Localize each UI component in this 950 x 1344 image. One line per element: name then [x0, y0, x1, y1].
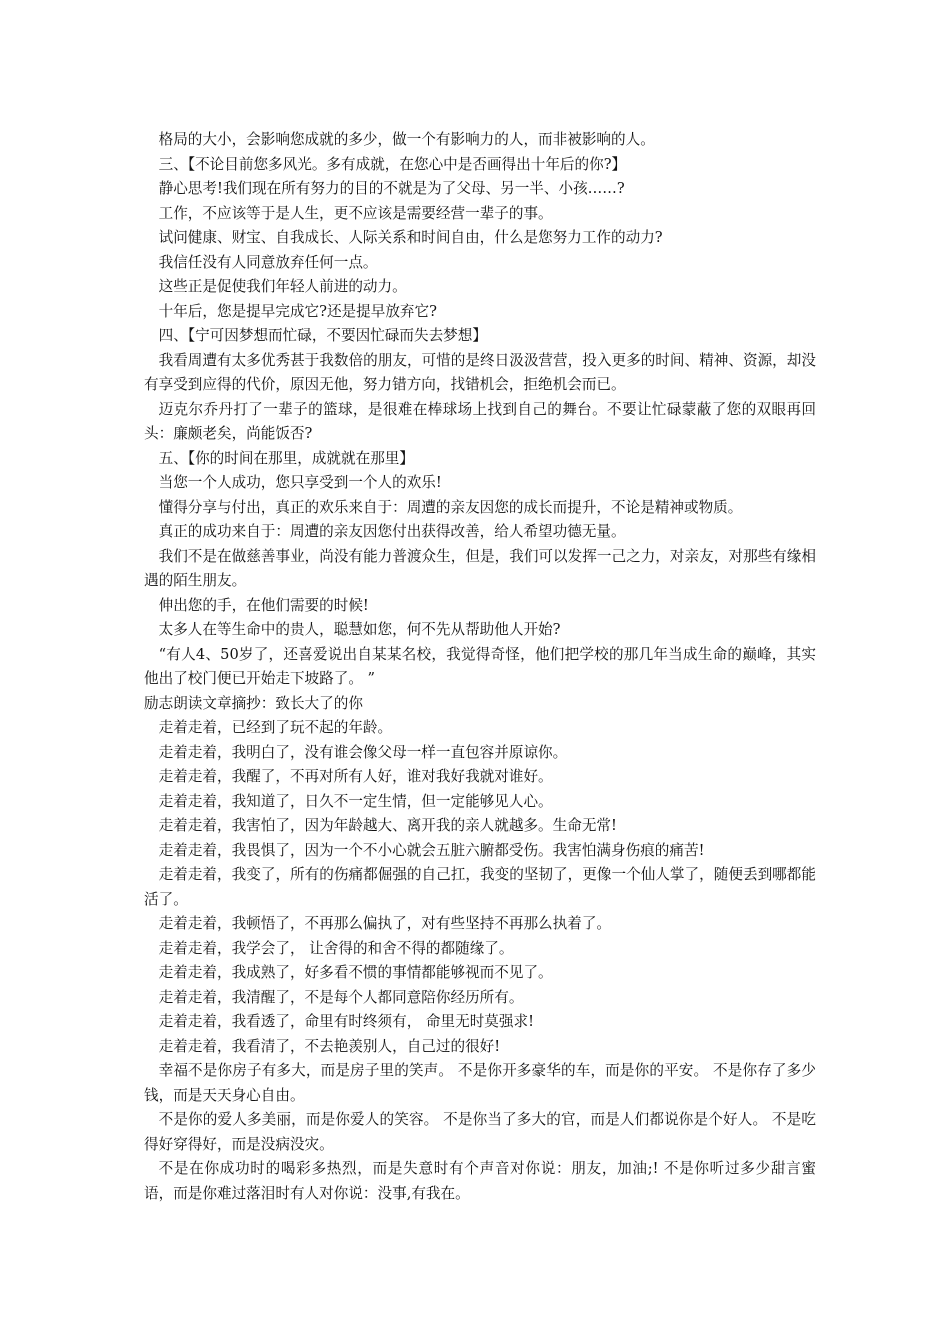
body-paragraph: 伸出您的手，在他们需要的时候! [158, 596, 369, 614]
body-paragraph: 走着走着，我醒了，不再对所有人好，谁对我好我就对谁好。 [158, 768, 553, 785]
body-paragraph: 走着走着，我学会了， 让舍得的和舍不得的都随缘了。 [158, 939, 514, 957]
body-paragraph: 幸福不是你房子有多大，而是房子里的笑声。 不是你开多豪华的车，而是你的平安。 不是你存了多少钱，而是天天身心自由。 [144, 1062, 816, 1104]
body-paragraph: 懂得分享与付出，真正的欢乐来自于：周遭的亲友因您的成长而提升，不论是精神或物质。 [158, 498, 743, 516]
body-paragraph: 我信任没有人同意放弃任何一点。 [158, 253, 378, 271]
body-paragraph: 静心思考!我们现在所有努力的目的不就是为了父母、另一半、小孩……? [158, 180, 625, 197]
body-paragraph: 太多人在等生命中的贵人，聪慧如您，何不先从帮助他人开始? [158, 621, 561, 638]
body-paragraph: 真正的成功来自于：周遭的亲友因您付出获得改善，给人希望功德无量。 [158, 523, 626, 540]
section-heading: 励志朗读文章摘抄：致长大了的你 [144, 694, 363, 712]
body-paragraph: 走着走着，我成熟了，好多看不惯的事情都能够视而不见了。 [158, 964, 553, 981]
body-paragraph: 走着走着，我看清了，不去艳羡别人，自己过的很好! [158, 1037, 501, 1055]
body-paragraph: 四、【宁可因梦想而忙碌，不要因忙碌而失去梦想】 [158, 327, 487, 344]
body-paragraph: “有人4、50岁了，还喜爱说出自某某名校，我觉得奇怪，他们把学校的那几年当成生命的巅峰，其实他出了校门便已开始走下坡路了。 ” [144, 645, 816, 687]
body-paragraph: 格局的大小，会影响您成就的多少，做一个有影响力的人，而非被影响的人。 [158, 131, 655, 148]
body-paragraph: 这些正是促使我们年轻人前进的动力。 [158, 278, 407, 295]
body-paragraph: 走着走着，我看透了，命里有时终须有， 命里无时莫强求! [158, 1013, 534, 1030]
body-paragraph: 走着走着，已经到了玩不起的年龄。 [158, 719, 393, 736]
body-paragraph: 走着走着，我明白了，没有谁会像父母一样一直包容并原谅你。 [158, 743, 568, 761]
body-paragraph: 当您一个人成功，您只享受到一个人的欢乐! [158, 474, 442, 491]
body-paragraph: 不是你的爱人多美丽，而是你爱人的笑容。 不是你当了多大的官，而是人们都说你是个好人。 不是吃得好穿得好，而是没病没灾。 [144, 1111, 816, 1153]
body-paragraph: 迈克尔乔丹打了一辈子的篮球，是很难在棒球场上找到自己的舞台。不要让忙碌蒙蔽了您的双眼再回头：廉颇老矣，尚能饭否? [144, 400, 816, 442]
body-paragraph: 走着走着，我害怕了，因为年龄越大、离开我的亲人就越多。生命无常! [158, 817, 617, 834]
body-paragraph: 走着走着，我知道了，日久不一定生情，但一定能够见人心。 [158, 792, 553, 810]
body-paragraph: 我们不是在做慈善事业，尚没有能力普渡众生，但是，我们可以发挥一己之力，对亲友，对那些有缘相遇的陌生朋友。 [144, 547, 816, 589]
body-paragraph: 走着走着，我清醒了，不是每个人都同意陪你经历所有。 [158, 988, 524, 1006]
body-paragraph: 不是在你成功时的喝彩多热烈，而是失意时有个声音对你说：朋友，加油;! 不是你听过多少甜言蜜语，而是你难过落泪时有人对你说：没事,有我在。 [144, 1160, 816, 1202]
body-paragraph: 走着走着，我变了，所有的伤痛都倔强的自己扛，我变的坚韧了，更像一个仙人掌了，随便丢到哪都能活了。 [144, 866, 816, 908]
body-paragraph: 走着走着，我畏惧了，因为一个不小心就会五脏六腑都受伤。我害怕满身伤痕的痛苦! [158, 841, 705, 859]
body-paragraph: 三、【不论目前您多风光。多有成就，在您心中是否画得出十年后的你?】 [158, 155, 627, 173]
body-paragraph: 十年后，您是提早完成它?还是提早放弃它? [158, 302, 437, 320]
document-body [144, 128, 816, 1206]
body-paragraph: 试问健康、财宝、自我成长、人际关系和时间自由，什么是您努力工作的动力? [158, 229, 663, 246]
body-paragraph: 五、【你的时间在那里，成就就在那里】 [158, 449, 414, 467]
body-paragraph: 走着走着，我顿悟了，不再那么偏执了，对有些坚持不再那么执着了。 [158, 915, 612, 932]
body-paragraph: 工作，不应该等于是人生，更不应该是需要经营一辈子的事。 [158, 204, 553, 222]
body-paragraph: 我看周遭有太多优秀甚于我数倍的朋友，可惜的是终日汲汲营营，投入更多的时间、精神、资源，却没有享受到应得的代价，原因无他，努力错方向，找错机会，拒绝机会而已。 [144, 351, 816, 393]
